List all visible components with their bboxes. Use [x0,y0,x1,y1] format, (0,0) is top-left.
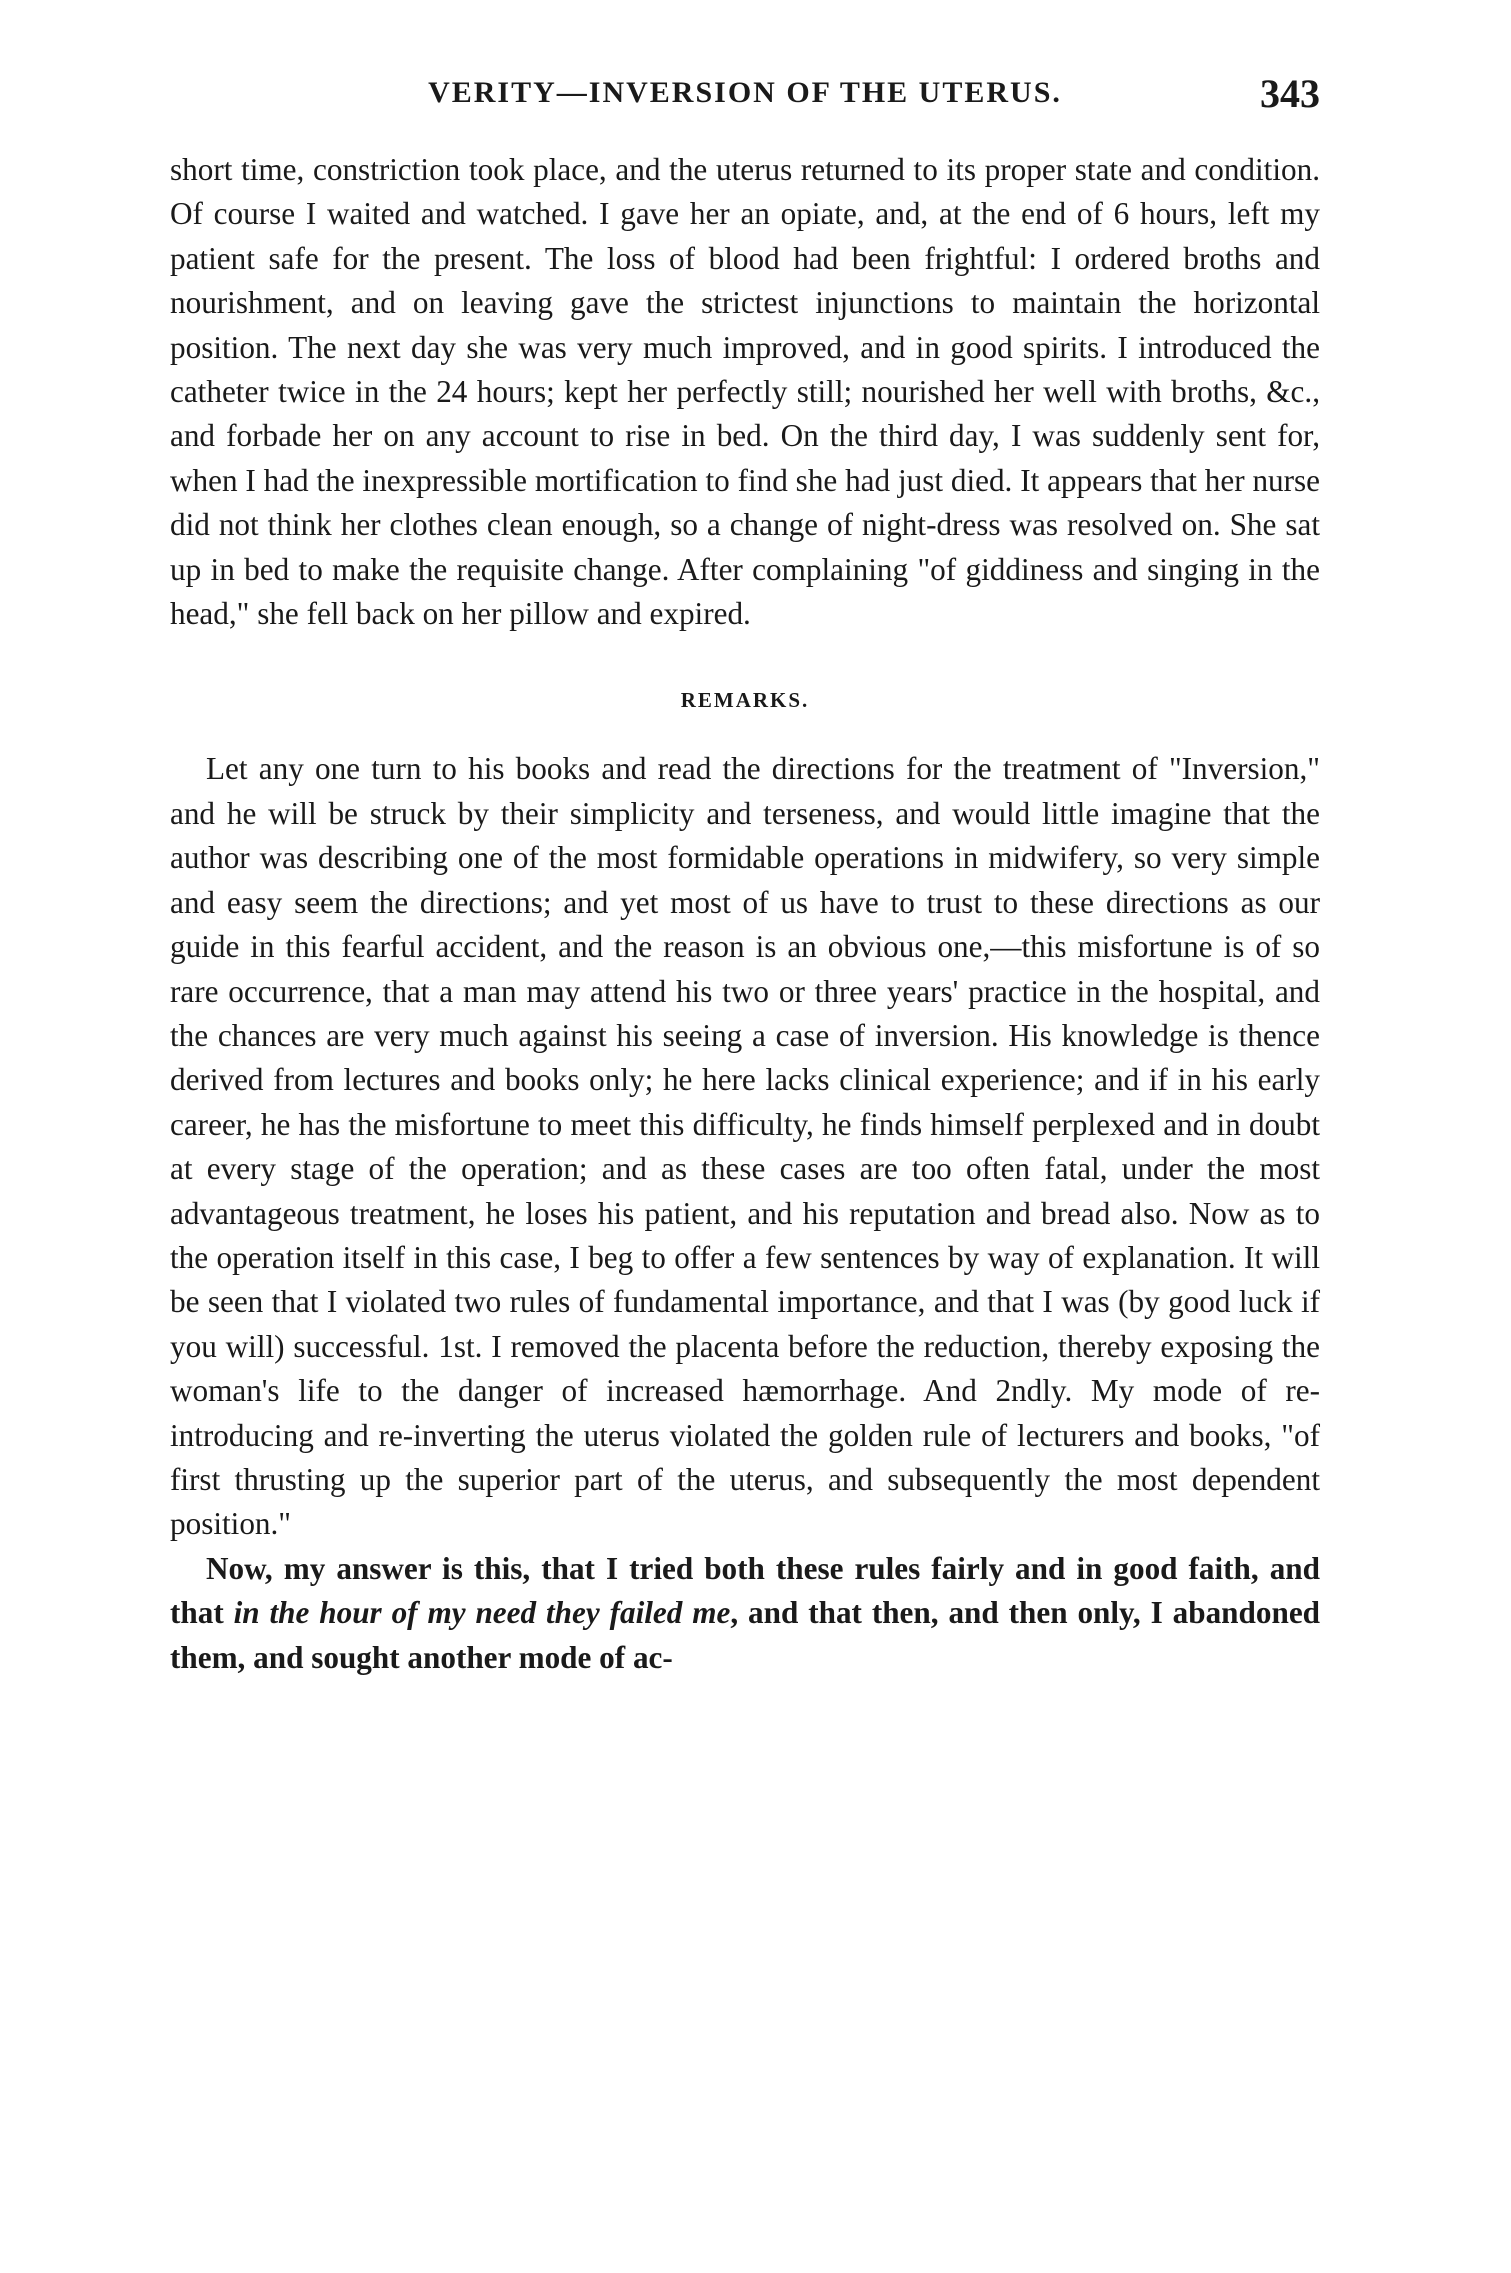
book-page [170,70,1320,2220]
paragraph-remarks: Let any one turn to his books and read the directions for the treatment of "Inversion," and he will be struck by their simplicity and terseness, and would little imagine that the author was describing one of the most formidable operations in midwifery, so very simple and easy seem the directions; and yet most of us have to trust to these directions as our guide in this fearful accident, and the reason is an obvious one,—this misfortune is of so rare occurrence, that a man may attend his two or three years' practice in the hospital, and the chances are very much against his seeing a case of inversion. His knowledge is thence derived from lectures and books only; he here lacks clinical experience; and if in his early career, he has the misfortune to meet this difficulty, he finds himself perplexed and in doubt at every stage of the operation; and as these cases are too often fatal, under the most advantageous treatment, he loses his patient, and his reputation and bread also. Now as to the operation itself in this case, I beg to offer a few sentences by way of explanation. It will be seen that I violated two rules of fundamental importance, and that I was (by good luck if you will) successful. 1st. I removed the placenta before the reduction, thereby exposing the woman's life to the danger of increased hæmorrhage. And 2ndly. My mode of re-introducing and re-inverting the uterus violated the golden rule of lecturers and books, "of first thrusting up the superior part of the uterus, and subsequently the most dependent position." [170,751,1320,1542]
paragraph-case-conclusion: short time, constriction took place, and the uterus returned to its proper state and condition. Of course I waited and watched. I gave her an opiate, and, at the end of 6 hours, left my patient safe for the present. The loss of blood had been frightful: I ordered broths and nourishment, and on leaving gave the strictest injunctions to maintain the horizontal position. The next day she was very much improved, and in good spirits. I introduced the catheter twice in the 24 hours; kept her perfectly still; nourished her well with broths, &c., and forbade her on any account to rise in bed. On the third day, I was suddenly sent for, when I had the inexpressible mortification to find she had just died. It appears that her nurse did not think her clothes clean enough, so a change of night-dress was resolved on. She sat up in bed to make the requisite change. After complaining "of giddiness and singing in the head," she fell back on her pillow and expired. [170,152,1320,632]
paragraph-answer [170,1547,1320,1680]
page-header [170,70,1320,148]
paragraph-answer-start: Now, my answer is this, that I tried both these rules fairly and in good faith, and that [170,1550,1320,1631]
page-number: 343 [1260,71,1320,116]
paragraph-answer-emphasis: in the hour of my need they failed me [233,1595,731,1631]
section-heading: REMARKS. [680,688,810,713]
paragraph-answer-end: , and that then, and then only, I abandoned them, and sought another mode of ac- [170,1595,1321,1675]
running-head: VERITY—INVERSION OF THE UTERUS. [428,76,1062,109]
